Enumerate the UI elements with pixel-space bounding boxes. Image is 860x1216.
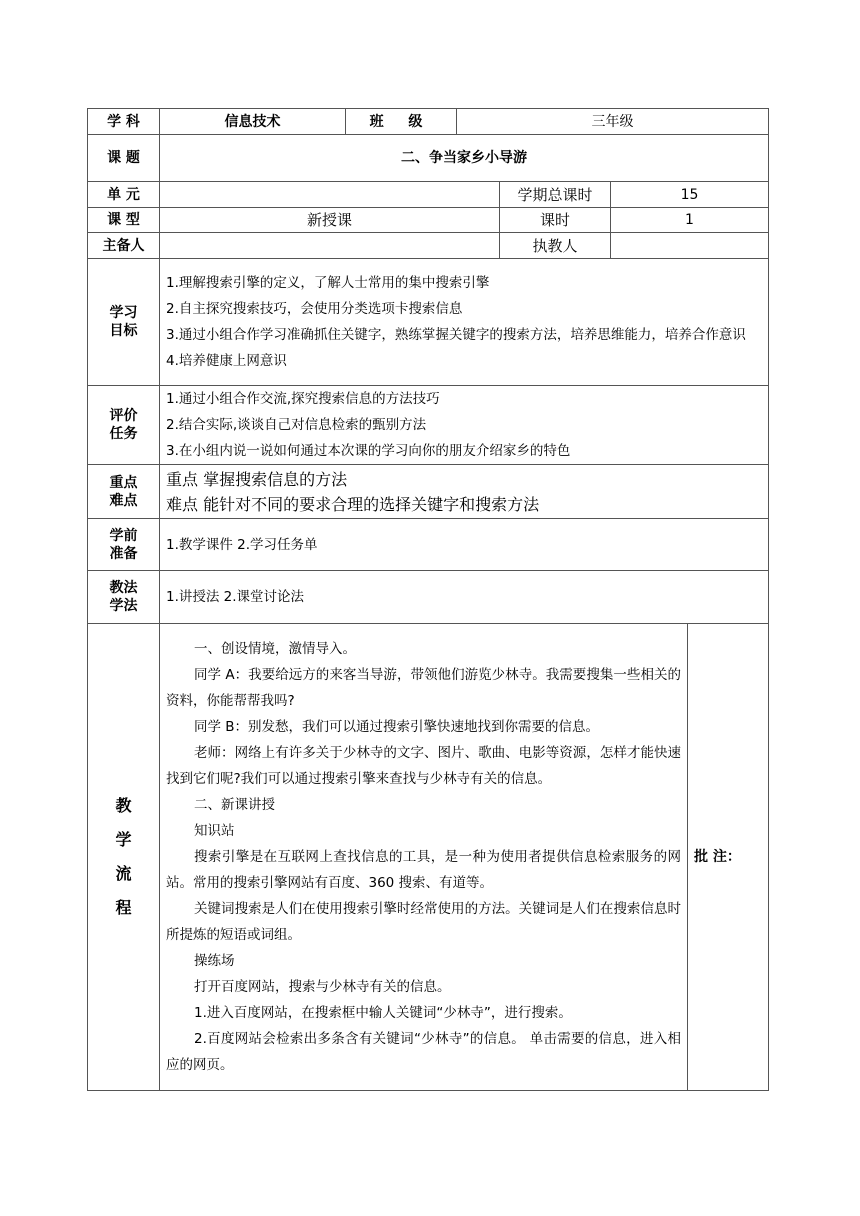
key-points-label xyxy=(88,465,160,519)
subject-label: 学 科 xyxy=(88,109,160,135)
goal-item: 2.自主探究搜索技巧，会使用分类选项卡搜索信息 xyxy=(166,301,463,317)
process-paragraph: 知识站 xyxy=(194,823,235,839)
process-text xyxy=(166,636,681,1078)
process-paragraph: 操练场 xyxy=(194,953,235,969)
preparer-row xyxy=(88,233,769,259)
assessment-content xyxy=(160,386,769,465)
class-label: 班 级 xyxy=(346,109,457,135)
process-content xyxy=(160,624,688,1091)
goal-item: 1.理解搜索引擎的定义，了解人士常用的集中搜索引擎 xyxy=(166,275,490,291)
assessment-label xyxy=(88,386,160,465)
process-paragraph: 同学 A：我要给远方的来客当导游，带领他们游览少林寺。我需要搜集一些相关的资料，你能帮帮我吗? xyxy=(166,667,681,709)
goal-item: 3.通过小组合作学习准确抓住关键字，熟练掌握关键字的搜索方法，培养思维能力，培养合作意识 xyxy=(166,327,746,343)
goals-label xyxy=(88,259,160,386)
topic-value: 二、争当家乡小导游 xyxy=(160,135,769,182)
unit-label: 单 元 xyxy=(88,182,160,208)
preparation-label-line2: 准备 xyxy=(109,545,138,562)
methods-label-line1: 教法 xyxy=(109,580,138,596)
process-paragraph: 关键词搜索是人们在使用搜索引擎时经常使用的方法。关键词是人们在搜索信息时所提炼的短语或词组。 xyxy=(166,901,681,943)
subject-value: 信息技术 xyxy=(160,109,346,135)
goals-content xyxy=(160,259,769,386)
key-points-label-line1: 重点 xyxy=(109,474,138,491)
process-paragraph: 老师：网络上有许多关于少林寺的文字、图片、歌曲、电影等资源，怎样才能快速找到它们呢?我们可以通过搜索引擎来查找与少林寺有关的信息。 xyxy=(166,745,681,787)
process-label-char: 程 xyxy=(115,898,132,917)
methods-content xyxy=(160,571,769,624)
process-paragraph: 一、创设情境，激情导入。 xyxy=(194,641,356,657)
assessment-label-line2: 任务 xyxy=(109,426,138,442)
methods-label-line2: 学法 xyxy=(109,598,138,614)
preparation-row xyxy=(88,519,769,571)
note-column xyxy=(688,624,769,1091)
teacher-value xyxy=(611,233,769,259)
preparer-value xyxy=(160,233,500,259)
process-paragraph: 1.进入百度网站，在搜索框中输人关键词“少林寺”，进行搜索。 xyxy=(194,1005,572,1021)
process-paragraph: 搜索引擎是在互联网上查找信息的工具，是一种为使用者提供信息检索服务的网站。常用的搜索引擎网站有百度、360 搜索、有道等。 xyxy=(166,849,681,891)
goal-item: 4.培养健康上网意识 xyxy=(166,353,287,369)
unit-value xyxy=(160,182,500,208)
lesson-plan-table xyxy=(87,108,769,1091)
assessment-item: 2.结合实际,谈谈自己对信息检索的甄别方法 xyxy=(166,417,427,433)
assessment-item: 3.在小组内说一说如何通过本次课的学习向你的朋友介绍家乡的特色 xyxy=(166,443,571,459)
topic-row xyxy=(88,135,769,182)
assessment-row xyxy=(88,386,769,465)
goals-label-line2: 目标 xyxy=(109,323,138,339)
hours-label: 课时 xyxy=(500,208,611,233)
methods-row xyxy=(88,571,769,624)
preparer-label: 主备人 xyxy=(88,233,160,259)
methods-label xyxy=(88,571,160,624)
preparation-text: 1.教学课件 2.学习任务单 xyxy=(166,536,318,553)
assessment-item: 1.通过小组合作交流,探究搜索信息的方法技巧 xyxy=(166,391,440,407)
goals-row xyxy=(88,259,769,386)
process-label-vertical xyxy=(115,789,131,925)
process-label-char: 流 xyxy=(115,864,132,883)
methods-text: 1.讲授法 2.课堂讨论法 xyxy=(166,589,305,605)
process-label-char: 学 xyxy=(115,830,132,849)
key-point-text: 重点 掌握搜索信息的方法 xyxy=(166,469,348,489)
goals-label-line1: 学习 xyxy=(109,305,138,321)
class-value: 三年级 xyxy=(457,109,769,135)
preparation-label xyxy=(88,519,160,571)
topic-label: 课 题 xyxy=(88,135,160,182)
unit-row xyxy=(88,182,769,208)
total-hours-value: 15 xyxy=(611,182,769,208)
type-label: 课 型 xyxy=(88,208,160,233)
preparation-content xyxy=(160,519,769,571)
process-paragraph: 二、新课讲授 xyxy=(194,797,275,813)
process-label-char: 教 xyxy=(115,796,132,815)
process-paragraph: 2.百度网站会检索出多条含有关键词“少林寺”的信息。 单击需要的信息，进入相应的网页。 xyxy=(166,1031,681,1073)
total-hours-label: 学期总课时 xyxy=(500,182,611,208)
key-points-content xyxy=(160,465,769,519)
subject-row xyxy=(88,109,769,135)
key-points-label-line2: 难点 xyxy=(109,492,138,509)
teacher-label: 执教人 xyxy=(500,233,611,259)
assessment-label-line1: 评价 xyxy=(109,408,138,424)
key-points-row xyxy=(88,465,769,519)
difficult-point-text: 难点 能针对不同的要求合理的选择关键字和搜索方法 xyxy=(166,494,540,514)
type-value: 新授课 xyxy=(160,208,500,233)
process-paragraph: 打开百度网站，搜索与少林寺有关的信息。 xyxy=(194,979,451,995)
process-label xyxy=(88,624,160,1091)
process-row xyxy=(88,624,769,1091)
type-row xyxy=(88,208,769,233)
note-label: 批 注： xyxy=(694,849,741,865)
process-paragraph: 同学 B：别发愁，我们可以通过搜索引擎快速地找到你需要的信息。 xyxy=(194,719,600,735)
hours-value: 1 xyxy=(611,208,769,233)
preparation-label-line1: 学前 xyxy=(109,527,138,544)
